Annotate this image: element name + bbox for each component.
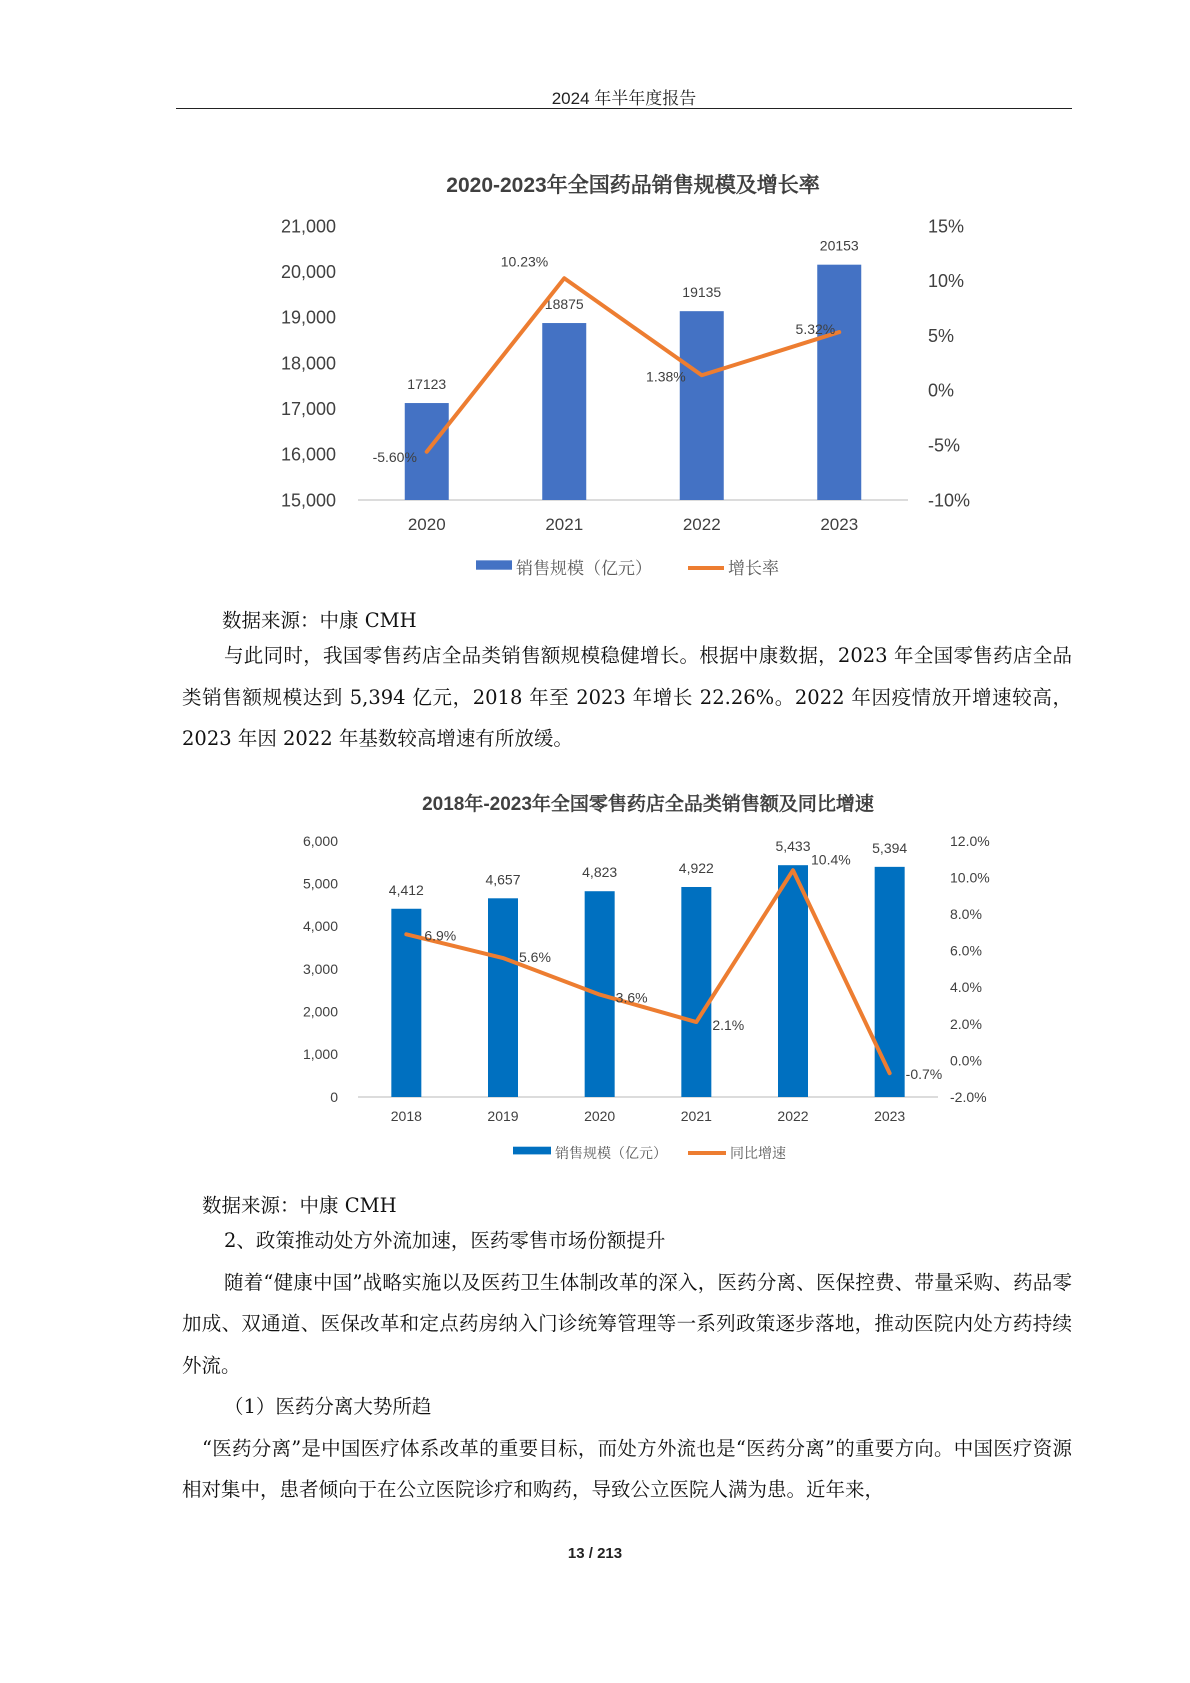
y-left-tick-label: 3,000 bbox=[302, 960, 338, 977]
paragraph-text: 随着“健康中国”战略实施以及医药卫生体制改革的深入，医药分离、医保控费、带量采购、药品零加成、双通道、医保改革和定点药房纳入门诊统筹管理等一系列政策逐步落地，推动医院内处方药持续外流。 bbox=[182, 1270, 1072, 1377]
bar-value-label: 4,823 bbox=[582, 864, 618, 881]
growth-line bbox=[406, 870, 889, 1073]
line-value-label: -5.60% bbox=[372, 448, 417, 465]
bar-value-label: 4,412 bbox=[388, 881, 424, 898]
paragraph-text: 与此同时，我国零售药店全品类销售额规模稳健增长。根据中康数据，2023 年全国零售药店全品类销售额规模达到 5,394 亿元，2018 年至 2023 年增长 22.26%。2022 年因疫情放开增速较高，2023 年因 2022 年基数较高增速有所放缓。 bbox=[182, 644, 1072, 750]
y-left-tick-label: 19,000 bbox=[280, 307, 336, 328]
y-right-tick-label: -5% bbox=[928, 435, 961, 456]
y-right-tick-label: -10% bbox=[928, 490, 971, 511]
bar bbox=[875, 867, 905, 1097]
line-value-label: 2.1% bbox=[712, 1017, 745, 1034]
line-value-label: 6.9% bbox=[424, 927, 457, 944]
line-value-label: -0.7% bbox=[905, 1066, 943, 1083]
chart-title: 2018年-2023年全国零售药店全品类销售额及同比增速 bbox=[422, 794, 874, 815]
source-note-1: 数据来源：中康 CMH bbox=[222, 609, 417, 632]
y-left-tick-label: 4,000 bbox=[302, 918, 338, 935]
y-left-tick-label: 5,000 bbox=[302, 875, 338, 892]
line-value-label: 3.6% bbox=[615, 989, 648, 1006]
x-tick-label: 2018 bbox=[390, 1108, 422, 1124]
y-left-tick-label: 0 bbox=[330, 1088, 338, 1105]
legend-label-line: 增长率 bbox=[728, 558, 779, 578]
x-tick-label: 2022 bbox=[777, 1108, 809, 1124]
bar bbox=[778, 865, 808, 1097]
paragraph-text: “医药分离”是中国医疗体系改革的重要目标，而处方外流也是“医药分离”的重要方向。中国医疗资源相对集中，患者倾向于在公立医院诊疗和购药，导致公立医院人满为患。近年来， bbox=[182, 1436, 1072, 1501]
y-left-tick-label: 17,000 bbox=[280, 398, 336, 419]
y-right-tick-label: 15% bbox=[928, 216, 965, 237]
bar-value-label: 18875 bbox=[544, 296, 584, 313]
y-right-tick-label: 2.0% bbox=[950, 1015, 982, 1032]
section-heading: 2、政策推动处方外流加速，医药零售市场份额提升 bbox=[224, 1229, 666, 1252]
y-right-tick-label: 10.0% bbox=[950, 869, 990, 886]
bar bbox=[488, 898, 518, 1097]
y-right-tick-label: 12.0% bbox=[950, 832, 990, 849]
legend-swatch-bar bbox=[513, 1147, 551, 1155]
bar-value-label: 4,922 bbox=[678, 859, 714, 876]
chart-title: 2020-2023年全国药品销售规模及增长率 bbox=[446, 174, 820, 197]
section-policy bbox=[182, 1220, 1072, 1511]
y-left-tick-label: 6,000 bbox=[302, 832, 338, 849]
y-right-tick-label: 4.0% bbox=[950, 979, 982, 996]
line-value-label: 5.6% bbox=[519, 949, 551, 966]
y-right-tick-label: 6.0% bbox=[950, 942, 982, 959]
x-tick-label: 2023 bbox=[820, 515, 859, 534]
line-value-label: 1.38% bbox=[646, 368, 686, 385]
y-right-tick-label: -2.0% bbox=[950, 1088, 987, 1105]
bar-value-label: 5,394 bbox=[872, 839, 908, 856]
source-note-2: 数据来源：中康 CMH bbox=[202, 1194, 397, 1217]
bar-value-label: 20153 bbox=[819, 237, 859, 254]
y-right-tick-label: 5% bbox=[928, 325, 955, 346]
x-tick-label: 2021 bbox=[545, 515, 584, 534]
x-tick-label: 2022 bbox=[682, 515, 721, 534]
page-number: 13 / 213 bbox=[567, 1545, 623, 1562]
line-value-label: 10.4% bbox=[811, 851, 851, 868]
y-left-tick-label: 2,000 bbox=[302, 1003, 338, 1020]
line-value-label: 10.23% bbox=[500, 253, 549, 270]
x-tick-label: 2020 bbox=[407, 515, 446, 534]
y-left-tick-label: 15,000 bbox=[280, 490, 336, 511]
y-right-tick-label: 0.0% bbox=[950, 1052, 982, 1069]
subsection-heading: （1）医药分离大势所趋 bbox=[224, 1395, 432, 1418]
y-left-tick-label: 1,000 bbox=[302, 1046, 338, 1063]
y-left-tick-label: 21,000 bbox=[280, 216, 336, 237]
y-right-tick-label: 10% bbox=[928, 271, 965, 292]
bar-value-label: 4,657 bbox=[485, 871, 521, 888]
header-title: 2024 年半年度报告 bbox=[551, 89, 697, 108]
x-tick-label: 2019 bbox=[487, 1108, 519, 1124]
legend-label-bar: 销售规模（亿元） bbox=[516, 558, 652, 578]
legend-label-line: 同比增速 bbox=[730, 1144, 786, 1161]
legend-label-bar: 销售规模（亿元） bbox=[555, 1144, 667, 1161]
x-tick-label: 2023 bbox=[874, 1108, 906, 1124]
y-right-tick-label: 0% bbox=[928, 380, 955, 401]
x-tick-label: 2020 bbox=[584, 1108, 616, 1124]
bar bbox=[681, 887, 711, 1097]
bar-value-label: 19135 bbox=[682, 284, 722, 301]
y-left-tick-label: 20,000 bbox=[280, 261, 336, 282]
y-left-tick-label: 16,000 bbox=[280, 444, 336, 465]
y-right-tick-label: 8.0% bbox=[950, 906, 982, 923]
bar-value-label: 5,433 bbox=[775, 838, 811, 855]
line-value-label: 5.32% bbox=[795, 321, 836, 338]
x-tick-label: 2021 bbox=[680, 1108, 712, 1124]
bar-value-label: 17123 bbox=[407, 376, 447, 393]
y-left-tick-label: 18,000 bbox=[280, 353, 336, 374]
